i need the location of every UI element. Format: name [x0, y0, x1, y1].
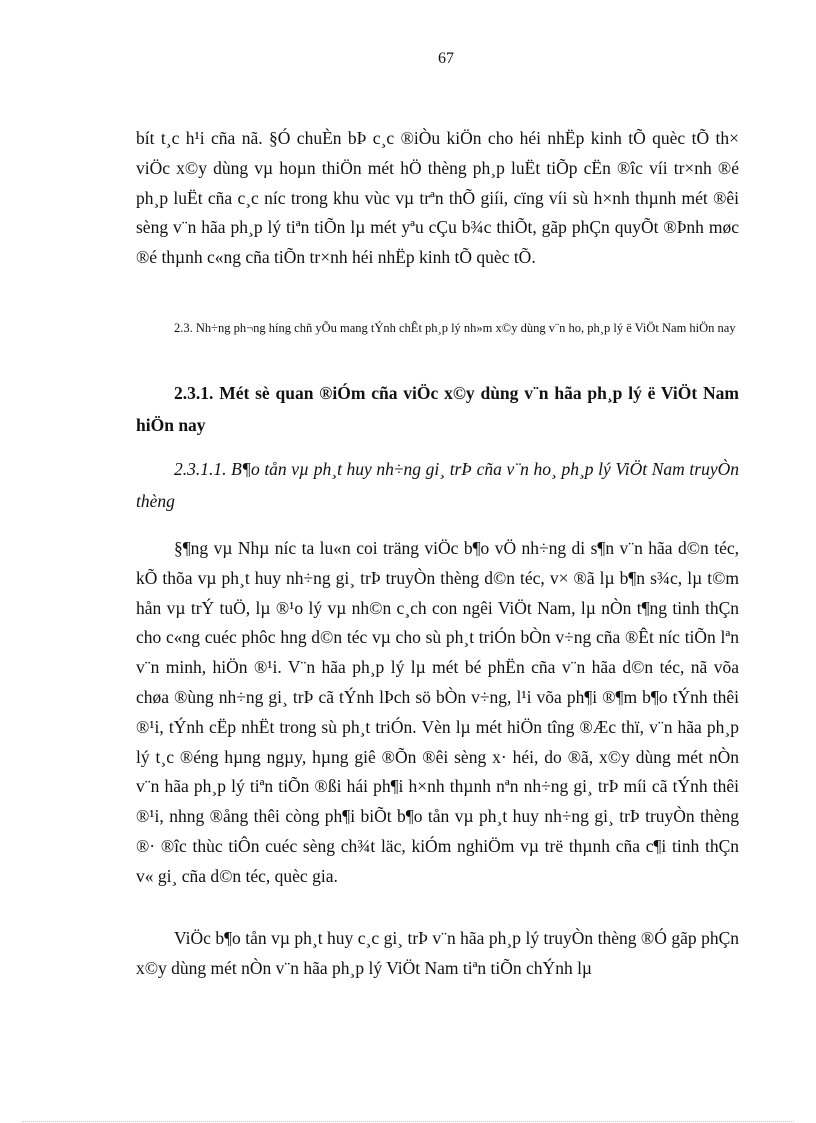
page-number: 67 — [438, 50, 454, 67]
page-bottom-rule — [22, 1121, 794, 1122]
body-paragraph-intro: bít t¸c h¹i cña nã. §Ó chuÈn bÞ c¸c ®iÒu kiÖn cho héi nhËp kinh tÕ quèc tÕ th× viÖc x©y dùng vµ hoµn thiÖn mét hÖ thèng ph¸p luËt tiÕp cËn ®îc víi tr×nh ®é ph¸p luËt cña c¸c níc trong khu vùc vµ trªn thÕ giíi, cïng víi sù h×nh thµnh mét ®êi sèng v¨n hãa ph¸p lý tiªn tiÕn lµ mét yªu cÇu b¾c thiÕt, gãp phÇn quyÕt ®Þnh møc ®é thµnh c«ng cña tiÕn tr×nh héi nhËp kinh tÕ quèc tÕ. — [136, 128, 739, 268]
body-paragraph-main: §¶ng vµ Nhµ níc ta lu«n coi träng viÖc b¶o vÖ nh÷ng di s¶n v¨n hãa d©n téc, kÕ thõa vµ ph¸t huy nh÷ng gi¸ trÞ truyÒn thèng d©n téc, v× ®ã lµ b¶n s¾c, lµ t©m hån vµ trÝ tuÖ, lµ ®¹o lý vµ nh©n c¸ch con ngêi ViÖt Nam, lµ nÒn t¶ng tinh thÇn cho c«ng cuéc phôc hng d©n téc vµ cho sù ph¸t triÓn bÒn v÷ng cña ®Êt níc tiÕn lªn v¨n minh, hiÖn ®¹i. V¨n hãa ph¸p lý lµ mét bé phËn cña v¨n hãa d©n téc, nã võa chøa ®ùng nh÷ng gi¸ trÞ cã tÝnh lÞch sö bÒn v÷ng, l¹i võa ph¶i ®¶m b¶o tÝnh thêi ®¹i, tÝnh cËp nhËt trong sù ph¸t triÓn. Vèn lµ mét hiÖn tîng ®Æc thï, v¨n hãa ph¸p lý t¸c ®éng hµng ngµy, hµng giê ®Õn ®êi sèng x· héi, do ®ã, x©y dùng mét nÒn v¨n hãa ph¸p lý tiªn tiÕn ®ßi hái ph¶i h×nh thµnh nªn nh÷ng gi¸ trÞ míi cã tÝnh thêi ®¹i, nhng ®ång thêi còng ph¶i biÕt b¶o tån vµ ph¸t huy nh÷ng gi¸ trÞ truyÒn thèng ®· ®îc thùc tiÔn cuéc sèng ch¾t läc, kiÓm nghiÖm vµ trë thµnh cña c¶i tinh thÇn v« gi¸ cña d©n téc, quèc gia. — [136, 538, 739, 886]
section-heading-2-3: 2.3. Nh÷ng ph¬ng híng chñ yÕu mang tÝnh chÊt ph¸p lý nh»m x©y dùng v¨n ho, ph¸p lý ë ViÖt Nam hiÖn nay — [174, 321, 736, 335]
section-heading-2-3-1-1: 2.3.1.1. B¶o tån vµ ph¸t huy nh÷ng gi¸ trÞ cña v¨n ho¸ ph¸p lý ViÖt Nam truyÒn thèng — [136, 459, 739, 511]
section-heading-2-3-1: 2.3.1. Mét sè quan ®iÓm cña viÖc x©y dùng v¨n hãa ph¸p lý ë ViÖt Nam hiÖn nay — [136, 383, 739, 435]
body-paragraph-closing: ViÖc b¶o tån vµ ph¸t huy c¸c gi¸ trÞ v¨n hãa ph¸p lý truyÒn thèng ®Ó gãp phÇn x©y dùng mét nÒn v¨n hãa ph¸p lý ViÖt Nam tiªn tiÕn chÝnh lµ — [136, 928, 739, 978]
